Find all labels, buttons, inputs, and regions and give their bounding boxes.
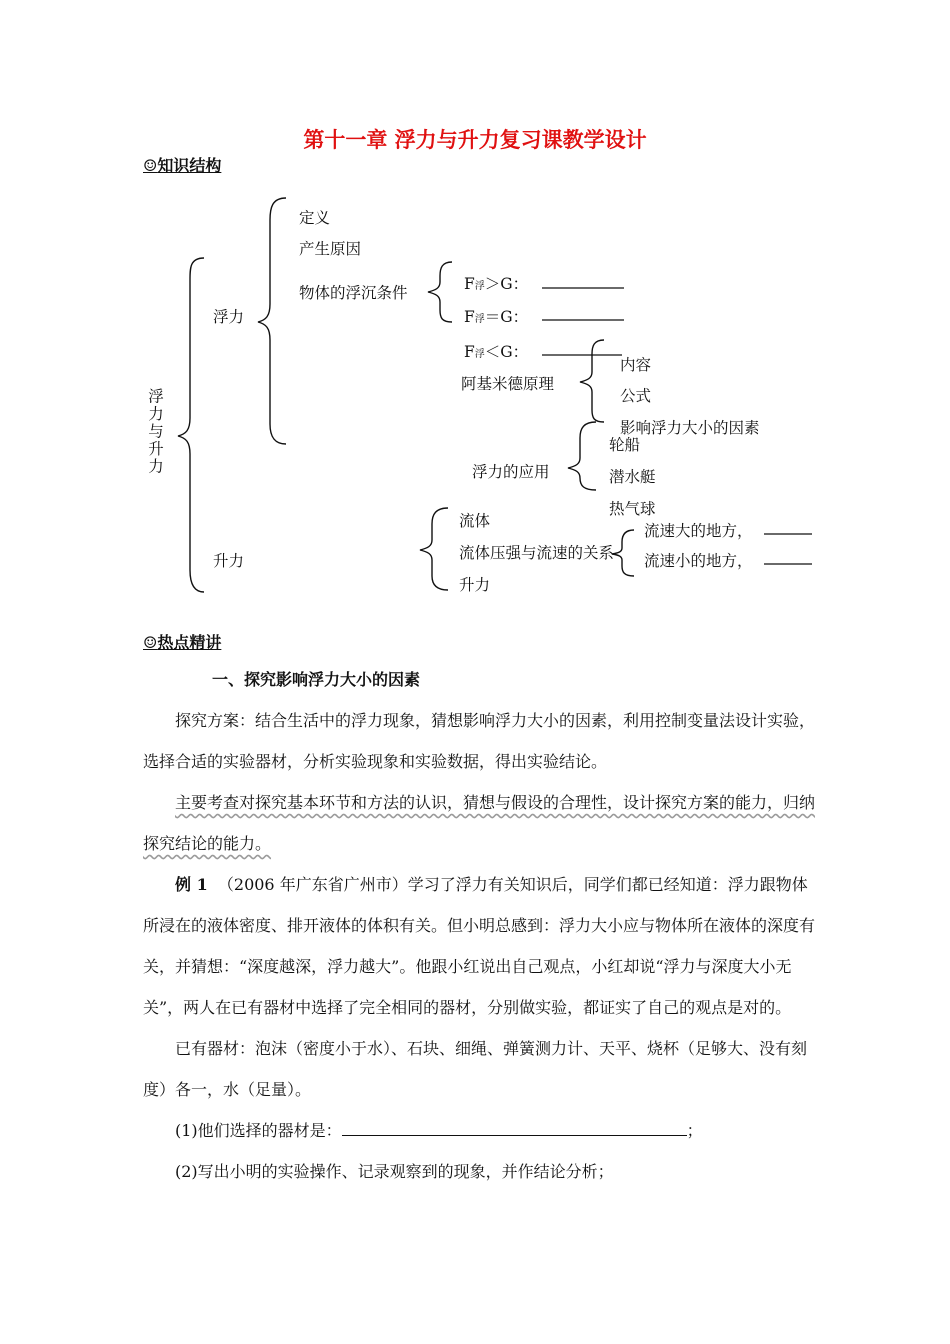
buoyancy-label: 浮力 <box>213 308 245 326</box>
smiley-icon: ☺ <box>143 156 158 175</box>
relation-item: 流速大的地方， <box>644 522 753 540</box>
paragraph-focus: 主要考查对探究基本环节和方法的认识，猜想与假设的合理性，设计探究方案的能力，归纳探究结论的能力。 <box>143 793 816 853</box>
buoyancy-brace <box>258 198 286 444</box>
archimedes-label: 阿基米德原理 <box>461 375 555 393</box>
archimedes-item: 内容 <box>620 356 652 374</box>
applications-label: 浮力的应用 <box>472 463 550 481</box>
smiley-icon: ☺ <box>143 633 158 652</box>
applications-brace <box>568 422 596 490</box>
relation-label: 流体压强与流速的关系 <box>459 544 615 562</box>
condition-item: F浮＜G： <box>464 343 529 361</box>
lift-label: 升力 <box>213 552 245 570</box>
section-label: 知识结构 <box>157 156 222 175</box>
archimedes-item: 公式 <box>620 387 652 405</box>
relation-item: 流速小的地方， <box>644 552 753 570</box>
section-hot-topics <box>143 630 221 653</box>
archimedes-item: 影响浮力大小的因素 <box>620 419 760 437</box>
question-1: (1)他们选择的器材是： ； <box>175 1121 703 1140</box>
application-item: 潜水艇 <box>609 468 656 486</box>
heading-explore-factors: 一、探究影响浮力大小的因素 <box>212 670 421 689</box>
root-brace <box>178 258 204 592</box>
fluid-item: 流体 <box>459 512 491 530</box>
page-title: 第十一章 浮力与升力复习课教学设计 <box>303 127 647 152</box>
definition-item: 定义 <box>299 209 331 227</box>
archimedes-brace <box>580 340 604 422</box>
paragraph-plan: 探究方案：结合生活中的浮力现象，猜想影响浮力大小的因素，利用控制变量法设计实验，选择合适的实验器材，分析实验现象和实验数据，得出实验结论。 <box>143 711 816 771</box>
paragraph-materials: 已有器材：泡沫（密度小于水）、石块、细绳、弹簧测力计、天平、烧杯（足够大、没有刻度）各一，水（足量）。 <box>143 1039 808 1099</box>
cause-item: 产生原因 <box>299 240 362 258</box>
application-item: 轮船 <box>609 436 641 454</box>
conditions-label: 物体的浮沉条件 <box>299 284 408 302</box>
example-text: （2006 年广东省广州市）学习了浮力有关知识后，同学们都已经知道：浮力跟物体所浸在的液体密度、排开液体的体积有关。但小明总感到：浮力大小应与物体所在液体的深度有关，并猜想：“深度越深，浮力越大”。他跟小红说出自己观点，小红却说“浮力与深度大小无关”，两人在已有器材中选择了完全相同的器材，分别做实验，都证实了自己的观点是对的。 <box>143 875 816 1017</box>
section-label: 热点精讲 <box>157 633 222 652</box>
root-label: 浮力与升力 <box>146 388 164 476</box>
body-text <box>143 700 815 1192</box>
condition-item: F浮＞G： <box>464 275 529 293</box>
application-item: 热气球 <box>609 500 656 518</box>
answer-blank-q1 <box>342 1134 687 1136</box>
lift-item: 升力 <box>459 576 491 594</box>
paragraph-example <box>143 864 815 1028</box>
example-label: 例 1 <box>175 875 208 894</box>
question-2: (2)写出小明的实验操作、记录观察到的现象，并作结论分析； <box>175 1162 614 1181</box>
relation-brace <box>612 530 634 576</box>
condition-item: F浮＝G： <box>464 308 529 326</box>
lift-brace <box>420 508 448 590</box>
conditions-brace <box>428 262 452 322</box>
